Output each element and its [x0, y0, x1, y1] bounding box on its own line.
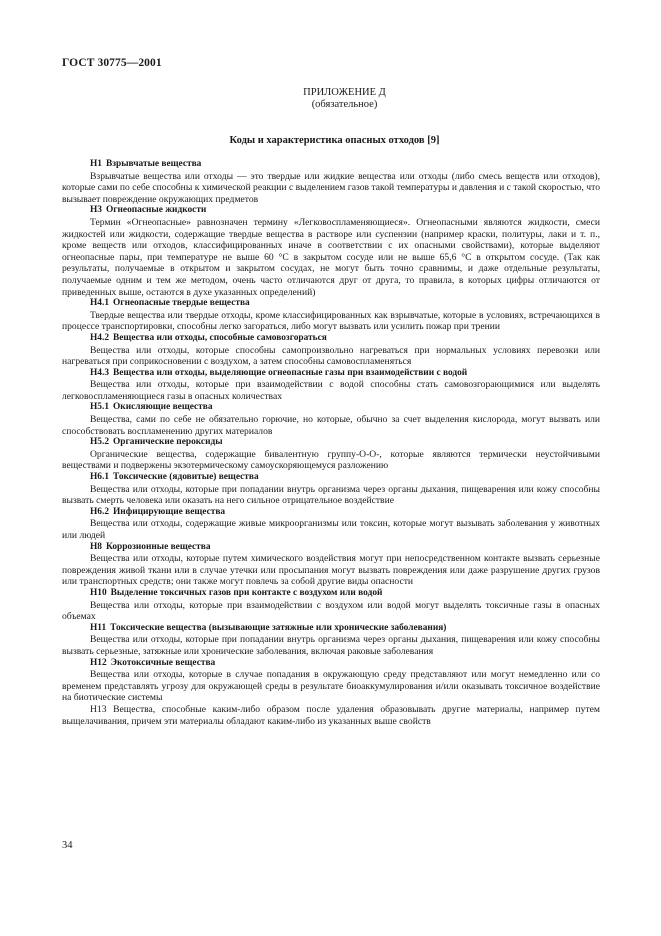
hazard-code: Н10 — [90, 587, 107, 598]
hazard-title-text: Взрывчатые вещества — [105, 159, 202, 169]
hazard-title — [62, 658, 600, 670]
hazard-title-text: Токсические вещества (вызывающие затяжные или хронические заболевания) — [110, 622, 447, 633]
hazard-code: Н3 — [90, 205, 102, 216]
hazard-title-text: Окисляющие вещества — [113, 402, 213, 413]
hazard-description: Вещества или отходы, которые способны самопроизвольно нагреваться при нормальных условиях перевозки или нагреваться при соприкосновении с воздухом, а затем способны самовоспламеняться — [62, 344, 600, 368]
hazard-code: Н1 — [90, 159, 102, 169]
hazard-description: Вещества или отходы, которые в случае попадания в окружающую среду представляют или могут немедленно или со временем представлять угрозу для окружающей среды в результате биоаккумулирования и/или оказывать токсичное воздействие на биотические системы — [62, 669, 600, 704]
hazard-code: Н6.1 — [90, 472, 110, 483]
section-title: Коды и характеристика опасных отходов [9] — [229, 135, 440, 146]
hazard-title — [62, 437, 600, 449]
hazard-code: Н5.2 — [90, 437, 110, 448]
hazard-description: Органические вещества, содержащие бивалентную группу-О-О-, которые являются термически неустойчивыми веществами и подвержены экзотермическому самоускоряющемуся разложению — [62, 448, 600, 472]
hazard-code: Н4.2 — [90, 332, 110, 343]
hazard-code: Н8 — [90, 541, 102, 552]
hazard-title-text: Инфицирующие вещества — [113, 506, 226, 517]
standard-header: ГОСТ 30775—2001 — [62, 57, 162, 69]
hazard-title-text: Экотоксичные вещества — [110, 657, 216, 668]
hazard-code: Н12 — [90, 657, 107, 668]
hazard-title — [62, 542, 600, 554]
hazard-title — [62, 472, 600, 484]
page-number: 34 — [62, 840, 73, 851]
appendix-subtitle: (обязательное) — [311, 99, 378, 110]
hazard-description: Вещества или отходы, которые при попадании внутрь организма через органы дыхания, пищеварения или кожу способны вызвать серьезные, затяжные или хронические заболевания, включая раковые заболевания — [62, 634, 600, 657]
hazard-description: Вещества или отходы, которые при попадании внутрь организма через органы дыхания, пищеварения или кожу способны вызвать смерть человека или оказать на него сильное отрицательное воздействие — [62, 483, 600, 507]
hazard-title — [62, 298, 600, 310]
hazard-description: Вещества или отходы, которые путем химического воздействия могут при непосредственном контакте вызвать серьезные повреждения живой ткани или в случае утечки или просыпания могут вызвать повреждения или даже разрушение других грузов или транспортных средств; они также могут повлечь за собой другие виды опасности — [62, 553, 600, 588]
hazard-code: Н5.1 — [90, 402, 110, 413]
final-paragraph: Н13 Вещества, способные каким-либо образом после удаления образовывать другие материалы, например путем выщелачивания, причем эти материалы обладают каким-либо из указанных выше свойств — [62, 703, 600, 727]
hazard-title — [62, 623, 600, 635]
hazard-title — [62, 333, 600, 345]
hazard-title — [62, 368, 600, 380]
hazard-title-text: Выделение токсичных газов при контакте с воздухом или водой — [110, 587, 383, 598]
hazard-title — [62, 159, 600, 171]
hazard-title-text: Вещества или отходы, способные самовозгораться — [113, 332, 327, 343]
hazard-code: Н4.3 — [90, 367, 110, 378]
hazard-code: Н4.1 — [90, 298, 110, 309]
hazard-title — [62, 588, 600, 600]
hazard-title — [62, 402, 600, 414]
hazard-title-text: Органические пероксиды — [113, 437, 223, 448]
hazard-title-text: Огнеопасные жидкости — [105, 205, 207, 216]
hazard-description: Вещества, сами по себе не обязательно горючие, но которые, обычно за счет выделения кислорода, могут вызвать или способствовать воспламенению других материалов — [62, 414, 600, 437]
hazard-title-text: Токсические (ядовитые) вещества — [113, 472, 259, 483]
hazard-code: Н11 — [90, 622, 107, 633]
hazard-title — [62, 507, 600, 519]
hazard-title-text: Коррозионные вещества — [105, 541, 211, 552]
hazard-description: Взрывчатые вещества или отходы — это твердые или жидкие вещества или отходы (либо смесь веществ или отходов), которые сами по себе способны к химической реакции с выделением газов такой температуры и давления и с такой скоростью, что вызывает повреждение окружающих предметов — [62, 170, 600, 205]
hazard-description: Вещества или отходы, которые при взаимодействии с воздухом или водой могут выделять токсичные газы в опасных объемах — [62, 599, 600, 623]
hazard-title — [62, 205, 600, 217]
appendix-heading — [0, 87, 661, 111]
hazard-description: Термин «Огнеопасные» равнозначен термину «Легковоспламеняющиеся». Огнеопасными являются жидкости, смеси жидкостей или жидкости, содержащие твердые вещества в растворе или суспензии (например краски, политуры, лаки и т. п., кроме веществ или отходов, классифицированных иначе в соответствии с их опасными свойствами), которые выделяют огнеопасные пары, при температуре не выше 60 °С в закрытом сосуде или не выше 65,6 °С в открытом сосуде. (Так как результаты, получаемые в открытом и закрытом сосудах, не могут быть точно сравнимы, и даже отдельные результаты, получаемые одним и тем же методом, очень часто отличаются друг от друга, то правила, в которых цифры отличаются от приведенных выше, остаются в духе указанных определений) — [62, 216, 600, 298]
hazard-code: Н6.2 — [90, 506, 110, 517]
hazard-codes-list — [62, 159, 600, 727]
hazard-description: Вещества или отходы, которые при взаимодействии с водой способны стать самовозгорающимися или выделять легковоспламеняющиеся газы в опасных количествах — [62, 379, 600, 402]
hazard-title-text: Вещества или отходы, выделяющие огнеопасные газы при взаимодействии с водой — [113, 367, 468, 378]
hazard-description: Твердые вещества или твердые отходы, кроме классифицированных как взрывчатые, которые в условиях, встречающихся в процессе транспортировки, способны легко загораться, либо могут вызвать или усилить пожар при трении — [62, 309, 600, 333]
hazard-title-text: Огнеопасные твердые вещества — [113, 298, 250, 309]
hazard-description: Вещества или отходы, содержащие живые микроорганизмы или токсин, которые могут вызывать заболевания у животных или людей — [62, 518, 600, 541]
appendix-title: ПРИЛОЖЕНИЕ Д — [303, 87, 386, 98]
